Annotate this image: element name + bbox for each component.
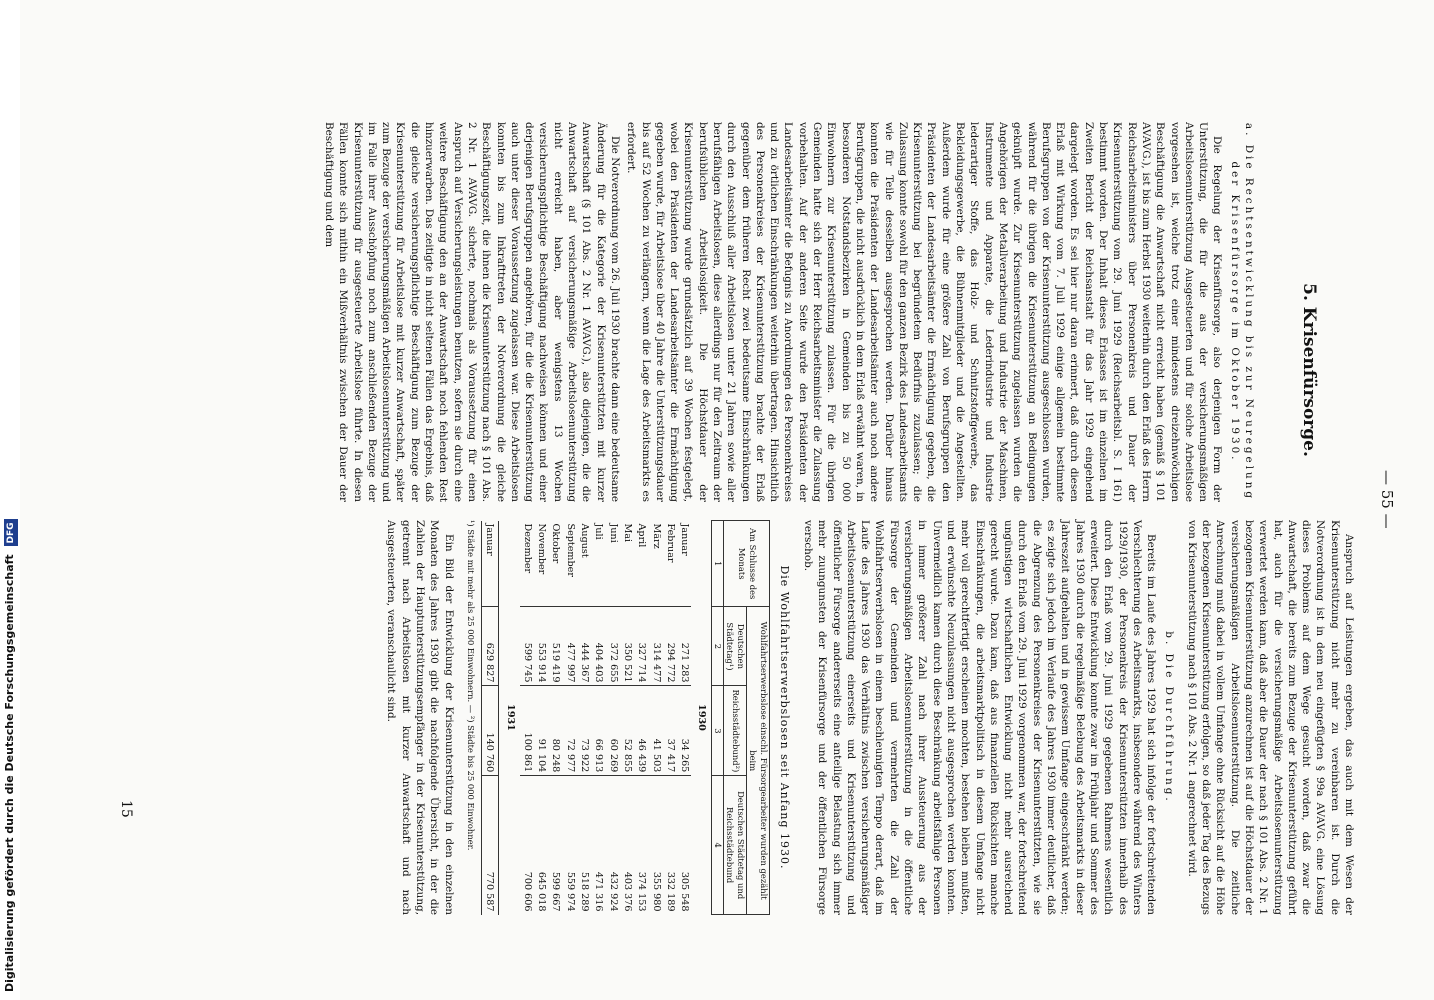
value-reichsstaedtebund: 60 269 bbox=[605, 686, 619, 776]
month-cell: Dezember bbox=[521, 523, 533, 574]
table-row bbox=[520, 521, 534, 915]
value-total: 770 587 bbox=[481, 776, 498, 915]
table-row bbox=[648, 521, 662, 915]
subheading-b: b. Die Durchführung. bbox=[1163, 631, 1176, 804]
value-staedtetag: 372 655 bbox=[605, 607, 619, 686]
header-month: Am Schlusse des Monats bbox=[724, 521, 770, 607]
value-staedtetag: 599 745 bbox=[520, 607, 534, 686]
table-row bbox=[534, 521, 548, 915]
value-staedtetag: 271 283 bbox=[677, 607, 691, 686]
value-reichsstaedtebund: 46 439 bbox=[634, 686, 648, 776]
value-total: 305 548 bbox=[677, 776, 691, 915]
month-cell: Januar bbox=[481, 521, 498, 607]
value-reichsstaedtebund: 66 913 bbox=[591, 686, 605, 776]
month-cell: Januar bbox=[679, 523, 691, 556]
header-col2: Deutschen Städtetag¹) bbox=[724, 607, 747, 686]
page-number: — 55 — bbox=[1378, 470, 1396, 529]
month-cell: September bbox=[564, 523, 576, 577]
value-reichsstaedtebund: 73 922 bbox=[577, 686, 591, 776]
value-reichsstaedtebund: 100 861 bbox=[520, 686, 534, 776]
value-staedtetag: 477 997 bbox=[562, 607, 576, 686]
value-staedtetag: 553 914 bbox=[534, 607, 548, 686]
header-col4: Deutschen Städtetag und Reichsstädtebund bbox=[724, 776, 747, 915]
value-total: 432 924 bbox=[605, 776, 619, 915]
value-staedtetag: 314 477 bbox=[648, 607, 662, 686]
month-cell: August bbox=[579, 523, 591, 558]
value-staedtetag: 404 403 bbox=[591, 607, 605, 686]
table-row bbox=[562, 521, 576, 915]
header-col3: Reichsstädtebund²) bbox=[724, 686, 747, 776]
value-staedtetag: 444 367 bbox=[577, 607, 591, 686]
month-cell: Februar bbox=[664, 523, 676, 563]
table-row bbox=[481, 521, 498, 915]
table-title: Die Wohlfahrtserwerbslosen seit Anfang 1930. bbox=[777, 565, 791, 870]
year-label: 1930 bbox=[696, 704, 708, 731]
value-reichsstaedtebund: 37 417 bbox=[663, 686, 677, 776]
value-staedtetag: 519 419 bbox=[548, 607, 562, 686]
year-row bbox=[499, 521, 520, 915]
year-label: 1931 bbox=[504, 704, 516, 731]
table-row bbox=[620, 521, 634, 915]
table-row bbox=[605, 521, 619, 915]
value-reichsstaedtebund: 80 248 bbox=[548, 686, 562, 776]
paragraph: Anspruch auf Leistungen ergeben, das auch mit dem Wesen der Krisenunterstützung nicht mehr zu vereinbaren ist. Durch die Notverordnung ist in dem neu eingefügten § 99a AVAVG. eine Lösung dieses Problems auf dem Wege gesucht worden, daß zwar die Anwartschaft, die bereits zum Bezuge der Krisenunterstützung geführt hat, auch für die versicherungsmäßige Arbeitslosenunterstützung verwertet werden kann, daß aber die Dauer der nach § 101 Abs. 2 Nr. 1 bezogenen Krisenunterstützung anzurechnen ist auf die Höchstdauer der versicherungsmäßigen Arbeitslosenunterstützung. Die zeitliche Anrechnung muß dabei in vollem Umfange ohne Rücksicht auf die Höhe der bezogenen Krisenunterstützung erfolgen, so daß jeder Tag des Bezugs von Krisenunterstützung nach § 101 Abs. 2 Nr. 1 angerechnet wird. bbox=[1185, 520, 1355, 915]
dfg-logo: DFG bbox=[4, 519, 18, 546]
table-row bbox=[677, 521, 691, 915]
subheading-a: a. Die Rechtsentwicklung bis zur Neuregelung der Krisenfürsorge im Oktober 1930. bbox=[1228, 122, 1255, 502]
table-footnote: ¹) Städte mit mehr als 25 000 Einwohnern. — ²) Städte bis 25 000 Einwohner. bbox=[465, 520, 476, 851]
table-row bbox=[577, 521, 591, 915]
value-reichsstaedtebund: 41 503 bbox=[648, 686, 662, 776]
value-reichsstaedtebund: 72 977 bbox=[562, 686, 576, 776]
table-row bbox=[591, 521, 605, 915]
value-reichsstaedtebund: 91 104 bbox=[534, 686, 548, 776]
month-cell: Juli bbox=[593, 523, 605, 540]
value-total: 559 974 bbox=[562, 776, 576, 915]
unemployment-table bbox=[481, 520, 770, 915]
table-row bbox=[548, 521, 562, 915]
table-body bbox=[481, 521, 711, 915]
value-total: 518 289 bbox=[577, 776, 591, 915]
index-1: 1 bbox=[712, 521, 724, 607]
paragraph: Bereits im Laufe des Jahres 1929 hat sich infolge der fortschreitenden Verschlechterung des Arbeitsmarkts, insbesondere während des Winters 1929/1930, der Personenkreis der Krisenunterstützten innerhalb des durch den Erlaß vom 29. Juni 1929 gegebenen Rahmens wesentlich erweitert. Diese Entwicklung konnte zwar im Frühjahr und Sommer des Jahres 1930 durch die regelmäßige Belebung des Arbeitsmarkts in dieser Jahreszeit aufgehalten und in gewissem Umfange eingeschränkt werden; es zeigte sich jedoch im Verlaufe des Jahres 1930 immer deutlicher, daß die Abgrenzung des Personenkreises der Krisenunterstützten, wie sie durch den Erlaß vom 29. Juni 1929 vorgenommen war, der fortschreitend ungünstigen wirtschaftlichen Entwicklung nicht mehr ausreichend gerecht wurde. Dazu kam, daß aus finanziellen Rücksichten manche Einschränkungen, die arbeitsmarktpolitisch in diesem Umfange nicht mehr voll gerechtfertigt erscheinen mochten, bestehen bleiben mußten, und erwünschte Neuzulassungen nicht ausgesprochen werden konnten. Unvermeidlich kamen durch diese Beschränkung arbeitsfähige Personen in immer größerer Zahl nach ihrer Aussteuerung aus der versicherungsmäßigen Arbeitslosenunterstützung in die öffentliche Fürsorge der Gemeinden und vermehrten die Zahl der Wohlfahrtserwerbslosen in einem beschleunigten Tempo derart, daß im Laufe des Jahres 1930 das Verhältnis zwischen versicherungsmäßiger Arbeitslosenunterstützung einerseits und Krisenunterstützung und öffentlicher Fürsorge andererseits eine anteilige Belastung sich immer mehr zuungunsten der Krisenfürsorge und der öffentlichen Fürsorge verschob. bbox=[802, 520, 1158, 915]
value-reichsstaedtebund: 140 760 bbox=[481, 686, 498, 776]
paragraph: Ein Bild der Entwicklung der Krisenunterstützung in den einzelnen Monaten des Jahres 1930 gibt die nachfolgende Übersicht, in der die Zahlen der Hauptunterstützungsempfänger in der Krisenunterstützung, getrennt nach Arbeitslosen mit kurzer Anwartschaft und nach Ausgesteuerten, veranschaulicht sind. bbox=[385, 520, 455, 915]
month-cell: Oktober bbox=[550, 523, 562, 564]
footer-strip bbox=[0, 0, 20, 1000]
month-cell: Juni bbox=[607, 523, 619, 543]
value-total: 471 316 bbox=[591, 776, 605, 915]
footer-text: Digitalisierung gefördert durch die Deutsche Forschungsgemeinschaft bbox=[3, 554, 16, 992]
month-cell: Mai bbox=[621, 523, 633, 543]
month-cell: April bbox=[636, 523, 648, 548]
value-total: 332 189 bbox=[663, 776, 677, 915]
table-row bbox=[634, 521, 648, 915]
value-total: 645 018 bbox=[534, 776, 548, 915]
value-total: 700 606 bbox=[520, 776, 534, 915]
table-row bbox=[663, 521, 677, 915]
section-heading: 5. Krisenfürsorge. bbox=[1299, 283, 1319, 457]
value-staedtetag: 629 827 bbox=[481, 607, 498, 686]
month-cell: November bbox=[536, 523, 548, 575]
value-staedtetag: 350 521 bbox=[620, 607, 634, 686]
value-staedtetag: 294 772 bbox=[663, 607, 677, 686]
left-column bbox=[320, 122, 1256, 502]
paragraph: Die Notverordnung vom 26. Juli 1930 brachte dann eine bedeutsame Änderung für die Kategorie der Krisenunterstützten mit kurzer Anwartschaft (§ 101 Abs. 2 Nr. 1 AVAVG.), also diejenigen, die die Anwartschaft auf versicherungsmäßige Arbeitslosenunterstützung nicht erreicht haben, aber wenigstens 13 Wochen versicherungspflichtige Beschäftigung nachweisen können und einer derjenigen Berufsgruppen angehören, für die die Krisenunterstützung auch unter dieser Voraussetzung zugelassen war. Diese Arbeitslosen konnten bis zum Inkrafttreten der Notverordnung die gleiche Beschäftigungszeit, die ihnen die Krisenunterstützung nach § 101 Abs. 2 Nr. 1 AVAVG. sicherte, nochmals als Voraussetzung für einen Anspruch auf Versicherungsleistungen benutzen, sofern sie durch eine weitere Beschäftigung den an der Anwartschaft noch fehlenden Rest hinzuerwarben. Das zeitigte in nicht seltenen Fällen das Ergebnis, daß die gleiche versicherungspflichtige Beschäftigung zum Bezuge der Krisenunterstützung für Arbeitslose mit kurzer Anwartschaft, später zum Bezuge der versicherungsmäßigen Arbeitslosenunterstützung und im Falle ihrer Ausschöpfung noch zum anschließenden Bezuge der Krisenunterstützung für ausgesteuerte Arbeitslose führte. In diesen Fällen konnte sich mithin ein Mißverhältnis zwischen der Dauer der Beschäftigung und dem bbox=[323, 122, 621, 502]
index-2: 2 bbox=[712, 607, 724, 686]
month-cell: März bbox=[650, 523, 662, 549]
right-column bbox=[382, 520, 1356, 915]
value-reichsstaedtebund: 34 265 bbox=[677, 686, 691, 776]
value-total: 599 667 bbox=[548, 776, 562, 915]
sheet-number: 15 bbox=[118, 800, 134, 818]
value-reichsstaedtebund: 52 855 bbox=[620, 686, 634, 776]
header-group: Wohlfahrtserwerbslose einschl. Fürsorgearbeiter wurden gezählt beim bbox=[747, 607, 770, 915]
value-total: 374 153 bbox=[634, 776, 648, 915]
value-total: 355 980 bbox=[648, 776, 662, 915]
index-4: 4 bbox=[712, 776, 724, 915]
digitization-footer bbox=[0, 0, 20, 1000]
paragraph: Die Regelung der Krisenfürsorge, also derjenigen Form der Unterstützung, die für die aus der versicherungsmäßigen Arbeitslosenunterstützung Ausgesteuerten und für solche Arbeitslose vorgesehen ist, welche trotz einer mindestens dreizehnwöchigen Beschäftigung die Anwartschaft nicht erreicht haben (gemäß § 101 AVAVG.), ist bis zum Herbst 1930 weiterhin durch den Erlaß des Herrn Reichsarbeitsministers über Personenkreis und Dauer der Krisenunterstützung vom 29. Juni 1929 (Reichsarbeitsbl. S. I 161) bestimmt worden. Der Inhalt dieses Erlasses ist im einzelnen im Zweiten Bericht der Reichsanstalt für das Jahr 1929 eingehend dargelegt worden. Es sei hier nur daran erinnert, daß durch diesen Erlaß mit Wirkung vom 7. Juli 1929 einige allgemein bestimmte Berufsgruppen von der Krisenunterstützung ausgeschlossen wurden, während für die übrigen die Krisenunterstützung an Bedingungen geknüpft wurde. Zur Krisenunterstützung zugelassen wurden die Angehörigen der Metallverarbeitung und Industrie der Maschinen, Instrumente und Apparate, die Lederindustrie und Industrie lederartiger Stoffe, das Holz- und Schnitzstoffgewerbe, das Bekleidungsgewerbe, die Bühnenmitglieder und die Angestellten. Außerdem wurde für eine größere Zahl von Berufsgruppen den Präsidenten der Landesarbeitsämter die Ermächtigung gegeben, die Krisenunterstützung bei begründetem Bedürfnis zuzulassen; die Zulassung konnte sowohl für den ganzen Bezirk des Landesarbeitsamts wie für Teile desselben ausgesprochen werden. Darüber hinaus konnten die Präsidenten der Landesarbeitsämter auch noch andere Berufsgruppen, die nicht ausdrücklich in dem Erlaß erwähnt waren, in besonderen Notstandsbezirken in Gemeinden bis zu 50 000 Einwohnern zur Krisenunterstützung zulassen. Für die übrigen Gemeinden hatte sich der Herr Reichsarbeitsminister die Zulassung vorbehalten. Auf der anderen Seite wurde den Präsidenten der Landesarbeitsämter die Befugnis zu Anordnungen des Personenkreises und zu örtlichen Einschränkungen weiterhin übertragen. Hinsichtlich des Personenkreises der Krisenunterstützung brachte der Erlaß gegenüber dem früheren Recht zwei bedeutsame Einschränkungen durch den Ausschluß aller Arbeitslosen unter 21 Jahren sowie aller berufsfähigen Arbeitslosen, diese allerdings nur für den Zeitraum der berufsüblichen Arbeitslosigkeit. Die Höchstdauer der Krisenunterstützung wurde grundsätzlich auf 39 Wochen festgelegt, wobei den Präsidenten der Landesarbeitsämter die Ermächtigung gegeben wurde, für Arbeitslose über 40 Jahre die Unterstützungsdauer bis auf 52 Wochen zu verlängern, wenn die Lage des Arbeitsmarkts es erfordert. bbox=[625, 122, 1224, 502]
value-total: 403 376 bbox=[620, 776, 634, 915]
index-3: 3 bbox=[712, 686, 724, 776]
value-staedtetag: 327 714 bbox=[634, 607, 648, 686]
